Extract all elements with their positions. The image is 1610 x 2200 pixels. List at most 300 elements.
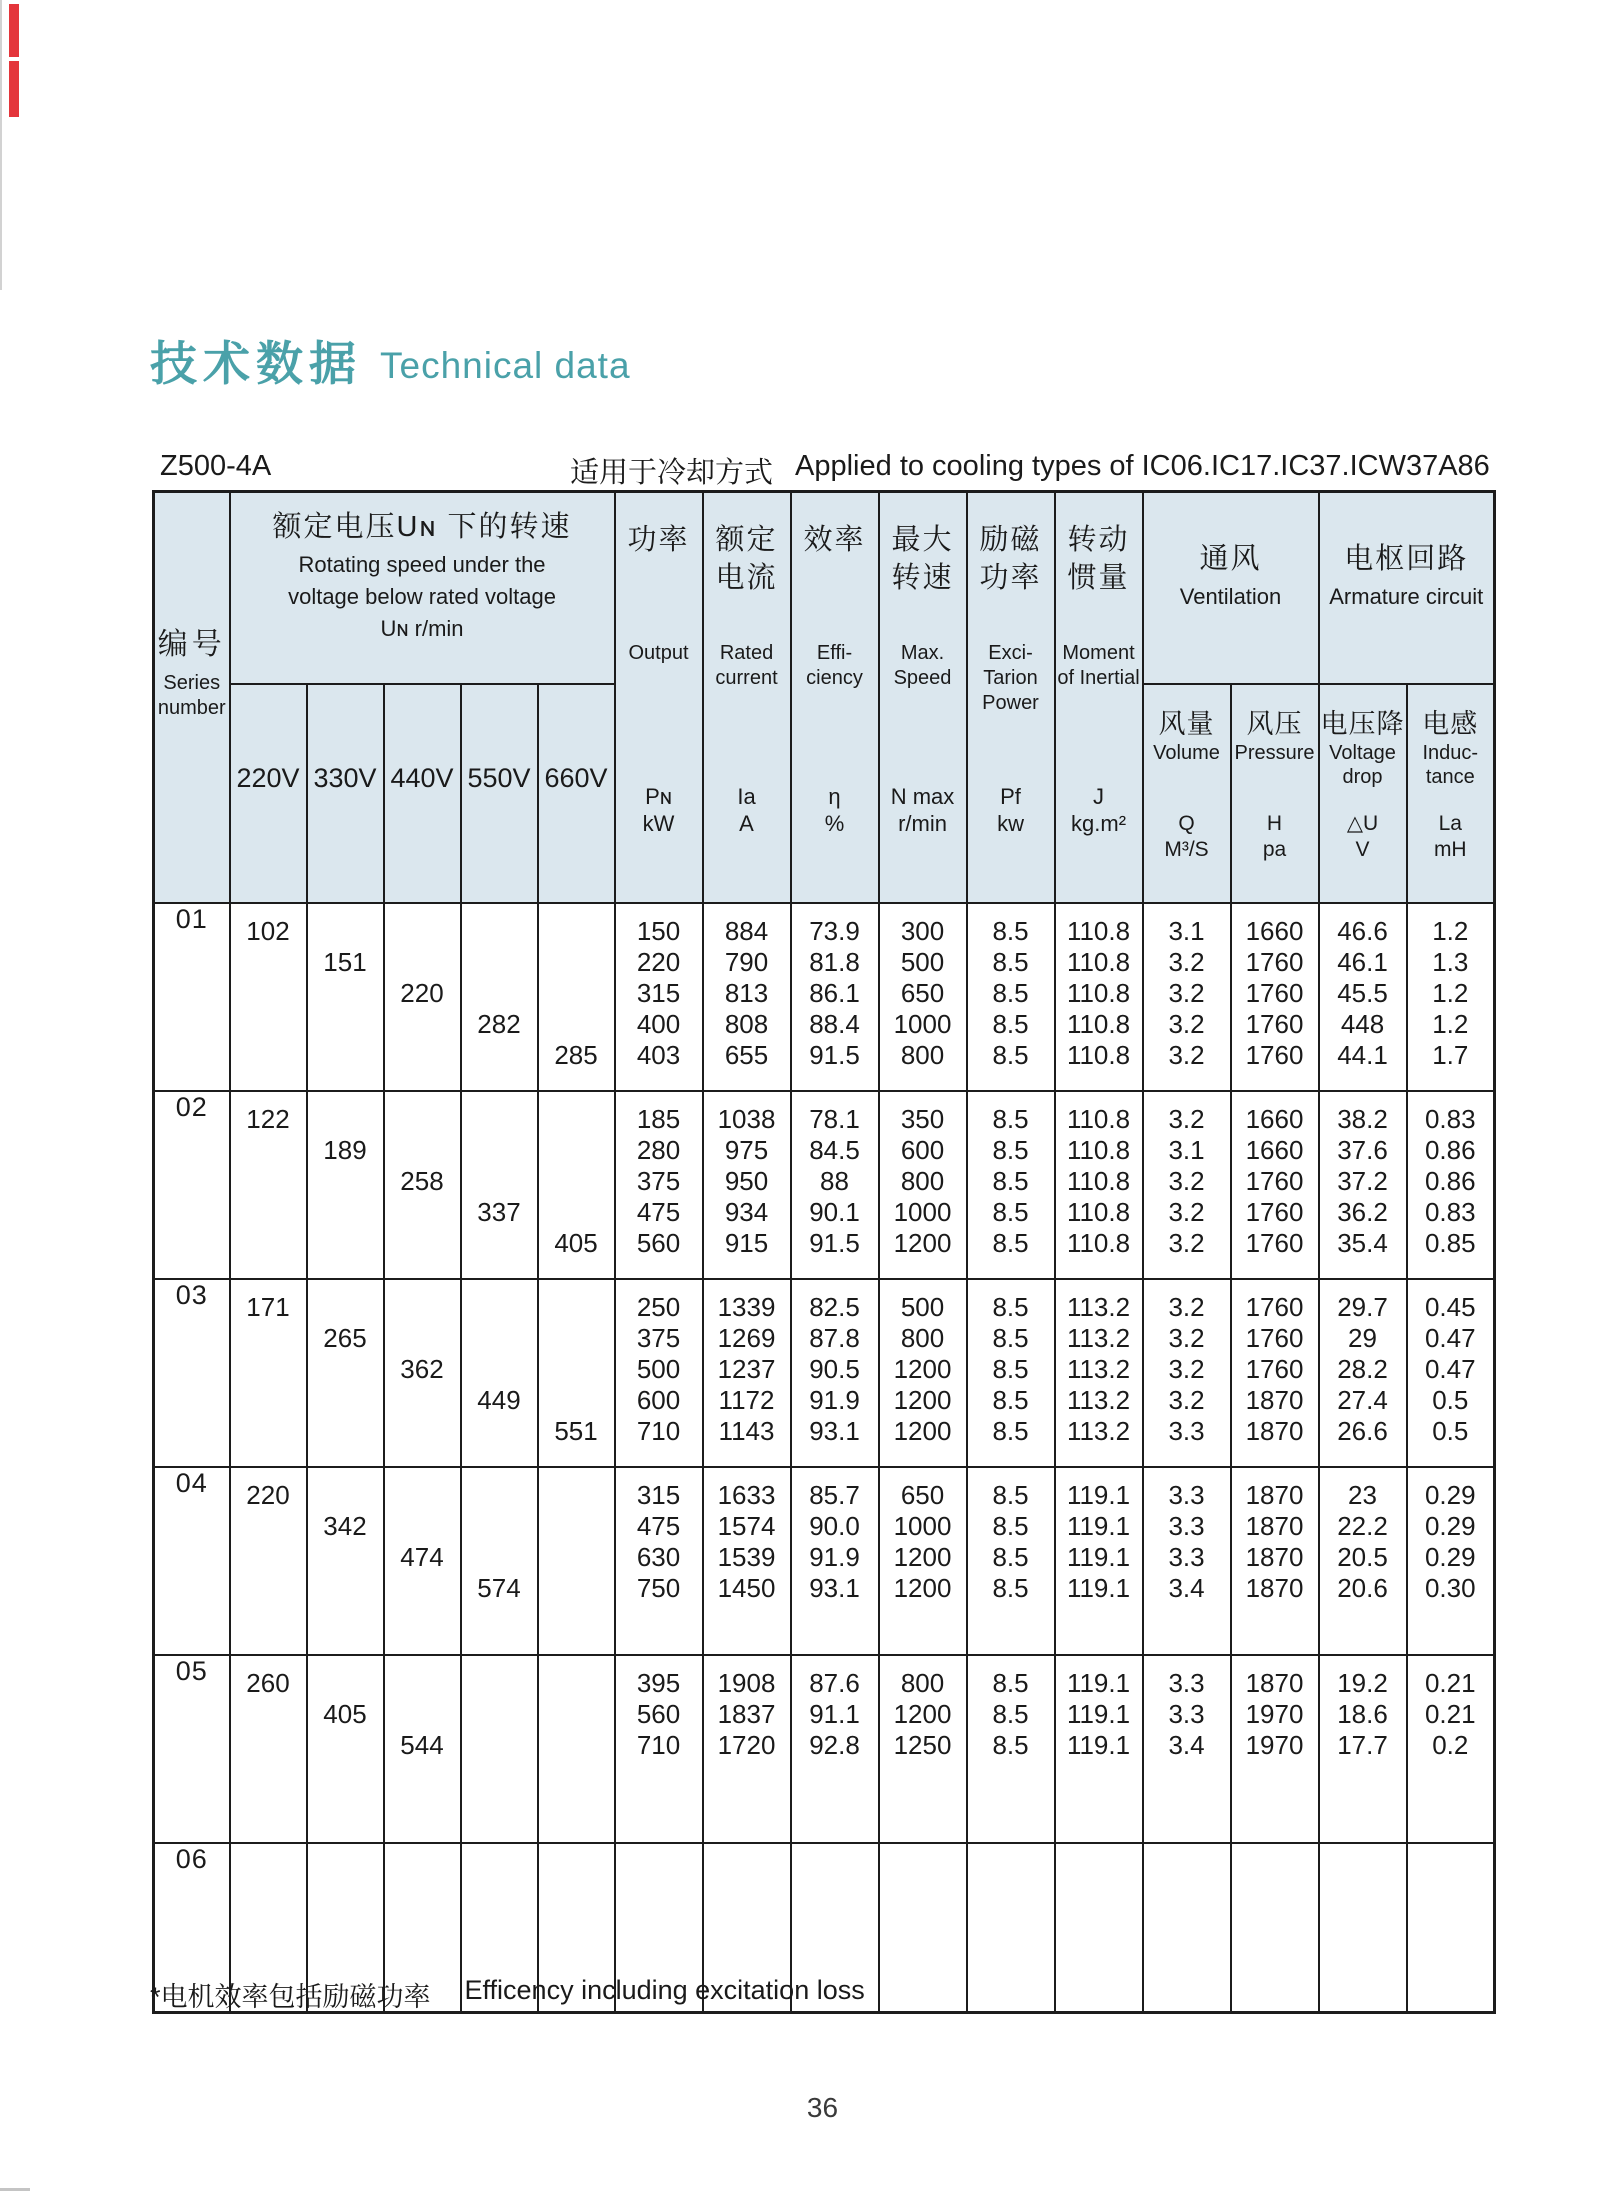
- excitation-cell: [967, 1091, 1055, 1279]
- cell-value: [385, 1604, 460, 1635]
- cell-value: 1633: [717, 1480, 776, 1510]
- pressure-cell: [1231, 1467, 1319, 1655]
- cell-value: 110.8: [1066, 1009, 1131, 1039]
- page-edge-line: [0, 0, 2, 290]
- inertia-cell: [1055, 1467, 1143, 1655]
- cell-value: [385, 1480, 460, 1511]
- cell-value: [1056, 1887, 1142, 1918]
- cell-value: 1.3: [1432, 947, 1469, 977]
- cell-value: 475: [636, 1511, 681, 1541]
- cell-value: [231, 1918, 306, 1949]
- max-speed-cell: [879, 1091, 967, 1279]
- cell-value: [792, 1856, 878, 1887]
- cell-value: 403: [636, 1040, 681, 1070]
- cell-value: 87.6: [809, 1668, 860, 1698]
- cell-value: [539, 978, 614, 1009]
- cell-value: 3.2: [1168, 1040, 1205, 1070]
- cell-value: [231, 1511, 306, 1542]
- current-cell: [703, 1091, 791, 1279]
- cooling-types-zh: 适用于冷却方式: [570, 457, 774, 489]
- inertia-header-zh: 转动惯量: [1067, 524, 1130, 594]
- cell-value: [968, 1604, 1054, 1635]
- cell-value: 448: [1340, 1009, 1385, 1039]
- series-number-cell: [154, 1091, 230, 1279]
- cell-value: [462, 1699, 537, 1730]
- table-row: [154, 903, 1495, 1091]
- cell-value: 93.1: [809, 1573, 860, 1603]
- cell-value: 395: [636, 1668, 681, 1698]
- cell-value: 544: [400, 1730, 444, 1760]
- cell-value: [231, 1856, 306, 1887]
- output-cell: [615, 903, 703, 1091]
- speed-cell-550V: [461, 1655, 538, 1843]
- cell-value: [308, 1856, 383, 1887]
- cell-value: [385, 1228, 460, 1259]
- cell-value: 1760: [1245, 1009, 1304, 1039]
- cell-value: [231, 1761, 306, 1792]
- cell-value: [231, 1009, 306, 1040]
- cell-value: 3.2: [1168, 1104, 1205, 1134]
- cell-value: [462, 1104, 537, 1135]
- speed-cell-440V: [384, 1279, 461, 1467]
- inductance-column-header: [1407, 684, 1495, 903]
- cell-value: 1970: [1245, 1730, 1304, 1760]
- series-header-zh: 编号: [157, 628, 226, 661]
- cell-value: [231, 1323, 306, 1354]
- cell-value: [704, 1918, 790, 1949]
- cell-value: [462, 1761, 537, 1792]
- cell-value: [880, 1887, 966, 1918]
- cell-value: 102: [246, 916, 290, 946]
- max-speed-column-header: [879, 492, 967, 904]
- cell-value: 1200: [893, 1573, 952, 1603]
- cell-value: 1870: [1245, 1385, 1304, 1415]
- cell-value: [231, 1792, 306, 1823]
- cell-value: [462, 1354, 537, 1385]
- cell-value: [308, 1668, 383, 1699]
- cell-value: [462, 1416, 537, 1447]
- cell-value: 1870: [1245, 1573, 1304, 1603]
- cell-value: 1870: [1245, 1668, 1304, 1698]
- cell-value: 650: [900, 1480, 945, 1510]
- output-cell: [615, 1655, 703, 1843]
- inertia-cell: [1055, 1091, 1143, 1279]
- max-speed-header-zh: 最大转速: [891, 524, 954, 594]
- cell-value: [462, 1887, 537, 1918]
- cell-value: 1660: [1245, 916, 1304, 946]
- cell-value: 78.1: [809, 1104, 860, 1134]
- speed-cell-660V: [538, 903, 615, 1091]
- cell-value: 150: [636, 916, 681, 946]
- efficiency-cell: [791, 1091, 879, 1279]
- cell-value: [308, 1104, 383, 1135]
- cell-value: [1408, 1604, 1494, 1635]
- series-column-header: [154, 492, 230, 904]
- cell-value: [1232, 1792, 1318, 1823]
- inductance-cell: [1407, 1467, 1495, 1655]
- inductance-header-en: Induc-tance: [1422, 741, 1479, 788]
- cell-value: 300: [900, 916, 945, 946]
- cell-value: 220: [636, 947, 681, 977]
- rated-current-column-header: [703, 492, 791, 904]
- cell-value: [792, 1887, 878, 1918]
- cell-value: 1539: [717, 1542, 776, 1572]
- cell-value: 1.2: [1432, 916, 1469, 946]
- cell-value: 1760: [1245, 978, 1304, 1008]
- cell-value: 1760: [1245, 1040, 1304, 1070]
- max-speed-cell: [879, 1467, 967, 1655]
- cell-value: 258: [400, 1166, 444, 1196]
- ventilation-group-en: Ventilation: [1179, 584, 1282, 609]
- cell-value: [1056, 1856, 1142, 1887]
- cell-value: 934: [724, 1197, 769, 1227]
- cell-value: 1000: [893, 1009, 952, 1039]
- pressure-header-symbol: H pa: [1262, 811, 1287, 861]
- cell-value: 405: [323, 1699, 367, 1729]
- cell-value: [231, 1542, 306, 1573]
- cell-value: 90.5: [809, 1354, 860, 1384]
- inertia-cell: [1055, 903, 1143, 1091]
- cell-value: [385, 1009, 460, 1040]
- cell-value: [539, 947, 614, 978]
- cell-value: [385, 1292, 460, 1323]
- cell-value: 19.2: [1337, 1668, 1388, 1698]
- cell-value: 630: [636, 1542, 681, 1572]
- cell-value: [462, 978, 537, 1009]
- max-speed-header-en: Max. Speed: [893, 642, 952, 689]
- cell-value: [385, 1761, 460, 1792]
- cell-value: [308, 916, 383, 947]
- voltage-drop-cell: [1319, 903, 1407, 1091]
- cell-value: 110.8: [1066, 1104, 1131, 1134]
- cell-value: 750: [636, 1573, 681, 1603]
- cell-value: 8.5: [992, 1166, 1029, 1196]
- cell-value: [968, 1949, 1054, 1980]
- cell-value: [462, 1323, 537, 1354]
- series-number: 02: [175, 1092, 208, 1122]
- page-edge-red-mark: [9, 61, 19, 117]
- cooling-types-en: Applied to cooling types of IC06.IC17.IC37.ICW37A86: [795, 450, 1490, 482]
- cell-value: [880, 1980, 966, 2011]
- cell-value: 1200: [893, 1385, 952, 1415]
- spec-table-body: [154, 903, 1495, 2013]
- cell-value: 1200: [893, 1542, 952, 1572]
- cell-value: 337: [477, 1197, 521, 1227]
- cell-value: [1320, 1604, 1406, 1635]
- cell-value: 0.85: [1424, 1228, 1476, 1258]
- series-number-cell: [154, 1467, 230, 1655]
- cell-value: 8.5: [992, 1730, 1029, 1760]
- cell-value: 110.8: [1066, 1166, 1131, 1196]
- cell-value: 1.2: [1432, 1009, 1469, 1039]
- cell-value: [1408, 1918, 1494, 1949]
- cell-value: 3.3: [1168, 1699, 1205, 1729]
- cell-value: [1408, 1980, 1494, 2011]
- cell-value: 1760: [1245, 1354, 1304, 1384]
- voltage-550v-header: 550V: [461, 684, 538, 903]
- voltage-drop-cell: [1319, 1279, 1407, 1467]
- cell-value: 0.47: [1424, 1323, 1476, 1353]
- series-number: 01: [175, 904, 208, 934]
- cell-value: 600: [900, 1135, 945, 1165]
- cell-value: [308, 1354, 383, 1385]
- current-cell: [703, 903, 791, 1091]
- voltage-330v-header: 330V: [307, 684, 384, 903]
- cell-value: [385, 1197, 460, 1228]
- voltage-drop-column-header: [1319, 684, 1407, 903]
- cell-value: [385, 1668, 460, 1699]
- cell-value: 1870: [1245, 1480, 1304, 1510]
- cell-value: 3.2: [1168, 1354, 1205, 1384]
- spec-table: [152, 490, 1496, 2014]
- cell-value: [968, 1792, 1054, 1823]
- inertia-cell: [1055, 1843, 1143, 2013]
- cell-value: 0.30: [1424, 1573, 1476, 1603]
- cell-value: [462, 1918, 537, 1949]
- cell-value: 8.5: [992, 1009, 1029, 1039]
- series-number-cell: [154, 1655, 230, 1843]
- cell-value: [462, 1856, 537, 1887]
- cell-value: 975: [724, 1135, 769, 1165]
- cell-value: 1970: [1245, 1699, 1304, 1729]
- cell-value: 475: [636, 1197, 681, 1227]
- cell-value: 110.8: [1066, 947, 1131, 977]
- cell-value: [308, 1761, 383, 1792]
- cell-value: 1760: [1245, 947, 1304, 977]
- cell-value: 8.5: [992, 1573, 1029, 1603]
- cell-value: [462, 1792, 537, 1823]
- cell-value: 38.2: [1337, 1104, 1388, 1134]
- cell-value: 22.2: [1337, 1511, 1388, 1541]
- cell-value: 3.4: [1168, 1573, 1205, 1603]
- cell-value: 315: [636, 1480, 681, 1510]
- cell-value: [539, 1699, 614, 1730]
- inductance-cell: [1407, 1091, 1495, 1279]
- series-number: 03: [175, 1280, 208, 1310]
- cell-value: 119.1: [1066, 1699, 1131, 1729]
- cell-value: 3.2: [1168, 1228, 1205, 1258]
- inertia-header-symbol: J kg.m²: [1071, 784, 1127, 836]
- page-title-zh: 技术数据: [150, 337, 362, 390]
- cell-value: 119.1: [1066, 1730, 1131, 1760]
- footnote: [150, 1975, 865, 2014]
- cell-value: 285: [554, 1040, 598, 1070]
- cell-value: [1056, 1792, 1142, 1823]
- cell-value: [1144, 1604, 1230, 1635]
- cell-value: 260: [246, 1668, 290, 1698]
- cell-value: 44.1: [1337, 1040, 1388, 1070]
- cell-value: 551: [554, 1416, 598, 1446]
- inertia-cell: [1055, 1655, 1143, 1843]
- cell-value: 119.1: [1066, 1573, 1131, 1603]
- speed-cell-440V: [384, 903, 461, 1091]
- cell-value: 28.2: [1337, 1354, 1388, 1384]
- excitation-cell: [967, 1843, 1055, 2013]
- cell-value: [385, 916, 460, 947]
- voltage-440v-header: 440V: [384, 684, 461, 903]
- cell-value: [539, 1511, 614, 1542]
- cell-value: 113.2: [1066, 1354, 1131, 1384]
- cell-value: 88: [820, 1166, 849, 1196]
- volume-cell: [1143, 903, 1231, 1091]
- cell-value: 8.5: [992, 1323, 1029, 1353]
- cell-value: 800: [900, 1166, 945, 1196]
- footnote-en: Efficency including excitation loss: [464, 1975, 865, 2005]
- cell-value: [616, 1918, 702, 1949]
- cell-value: 1269: [717, 1323, 776, 1353]
- cell-value: 35.4: [1337, 1228, 1388, 1258]
- cell-value: 3.2: [1168, 1323, 1205, 1353]
- cell-value: 1.2: [1432, 978, 1469, 1008]
- cell-value: 1250: [893, 1730, 952, 1760]
- max-speed-cell: [879, 1843, 967, 2013]
- series-number-cell: [154, 1279, 230, 1467]
- cell-value: [308, 1730, 383, 1761]
- cell-value: 45.5: [1337, 978, 1388, 1008]
- speed-cell-330V: [307, 903, 384, 1091]
- cell-value: [231, 978, 306, 1009]
- cell-value: 474: [400, 1542, 444, 1572]
- cell-value: 3.2: [1168, 1009, 1205, 1039]
- voltage-drop-cell: [1319, 1091, 1407, 1279]
- speed-cell-440V: [384, 1091, 461, 1279]
- cell-value: 1870: [1245, 1416, 1304, 1446]
- cell-value: [1320, 1980, 1406, 2011]
- cell-value: 574: [477, 1573, 521, 1603]
- voltage-drop-cell: [1319, 1843, 1407, 2013]
- cell-value: 110.8: [1066, 1197, 1131, 1227]
- inductance-cell: [1407, 903, 1495, 1091]
- speed-cell-220V: [230, 1279, 307, 1467]
- cell-value: 27.4: [1337, 1385, 1388, 1415]
- speed-cell-660V: [538, 1467, 615, 1655]
- cell-value: 1172: [718, 1385, 775, 1415]
- efficiency-header-en: Effi-ciency: [806, 642, 863, 689]
- cell-value: [231, 1385, 306, 1416]
- cell-value: 1760: [1245, 1166, 1304, 1196]
- cell-value: [704, 1761, 790, 1792]
- volume-cell: [1143, 1091, 1231, 1279]
- speed-cell-220V: [230, 1655, 307, 1843]
- table-row: [154, 1091, 1495, 1279]
- speed-group-zh: 额定电压Uɴ 下的转速: [272, 511, 572, 543]
- cell-value: [792, 1918, 878, 1949]
- ventilation-group-header: [1143, 492, 1319, 684]
- current-header-symbol: Ia A: [737, 784, 756, 836]
- current-cell: [703, 1467, 791, 1655]
- cell-value: [308, 1918, 383, 1949]
- series-number-cell: [154, 903, 230, 1091]
- cell-value: [1408, 1887, 1494, 1918]
- cell-value: [616, 1761, 702, 1792]
- cell-value: 1339: [717, 1292, 776, 1322]
- inertia-header-en: Moment of Inertial: [1057, 642, 1140, 689]
- cell-value: 315: [636, 978, 681, 1008]
- cell-value: 710: [636, 1730, 681, 1760]
- cell-value: 3.1: [1168, 1135, 1205, 1165]
- cell-value: 29: [1348, 1323, 1377, 1353]
- cell-value: 91.5: [809, 1040, 860, 1070]
- cell-value: [231, 1354, 306, 1385]
- cell-value: 800: [900, 1668, 945, 1698]
- cell-value: 342: [323, 1511, 367, 1541]
- cell-value: 119.1: [1066, 1480, 1131, 1510]
- cell-value: 3.3: [1168, 1511, 1205, 1541]
- cell-value: 0.83: [1424, 1197, 1476, 1227]
- cell-value: [539, 1480, 614, 1511]
- cell-value: [704, 1604, 790, 1635]
- efficiency-cell: [791, 1655, 879, 1843]
- cell-value: [880, 1856, 966, 1887]
- excitation-cell: [967, 1279, 1055, 1467]
- cell-value: [308, 1228, 383, 1259]
- cell-value: [462, 1228, 537, 1259]
- cell-value: [539, 1668, 614, 1699]
- pressure-column-header: [1231, 684, 1319, 903]
- cell-value: [308, 1792, 383, 1823]
- cell-value: 8.5: [992, 1385, 1029, 1415]
- cell-value: [1232, 1604, 1318, 1635]
- cell-value: 1.7: [1432, 1040, 1469, 1070]
- cell-value: [385, 1856, 460, 1887]
- voltage-drop-cell: [1319, 1655, 1407, 1843]
- cell-value: [385, 1040, 460, 1071]
- cell-value: 1038: [717, 1104, 776, 1134]
- cell-value: [1408, 1761, 1494, 1792]
- cell-value: [1320, 1761, 1406, 1792]
- cell-value: [231, 1730, 306, 1761]
- cell-value: [308, 1573, 383, 1604]
- cell-value: 119.1: [1066, 1511, 1131, 1541]
- cell-value: 1870: [1245, 1542, 1304, 1572]
- cell-value: [539, 1135, 614, 1166]
- cell-value: 500: [900, 947, 945, 977]
- cell-value: 1760: [1245, 1323, 1304, 1353]
- cell-value: 86.1: [809, 978, 860, 1008]
- cell-value: [385, 1918, 460, 1949]
- cell-value: 3.2: [1168, 1166, 1205, 1196]
- cell-value: [385, 1135, 460, 1166]
- cell-value: 405: [554, 1228, 598, 1258]
- series-number: 05: [175, 1656, 208, 1686]
- page-title-en: Technical data: [380, 345, 631, 386]
- inductance-header-zh: 电感: [1422, 708, 1479, 739]
- table-row: [154, 1655, 1495, 1843]
- cell-value: [1320, 1887, 1406, 1918]
- cell-value: [968, 1918, 1054, 1949]
- pressure-cell: [1231, 903, 1319, 1091]
- cell-value: 37.6: [1337, 1135, 1388, 1165]
- cell-value: 8.5: [992, 1104, 1029, 1134]
- series-number: 04: [175, 1468, 208, 1498]
- cell-value: 362: [400, 1354, 444, 1384]
- cell-value: 113.2: [1066, 1323, 1131, 1353]
- cell-value: 808: [724, 1009, 769, 1039]
- cell-value: [539, 1761, 614, 1792]
- cell-value: [704, 1856, 790, 1887]
- cell-value: 282: [477, 1009, 521, 1039]
- cell-value: [308, 1480, 383, 1511]
- cell-value: 3.2: [1168, 1197, 1205, 1227]
- cell-value: [462, 1542, 537, 1573]
- cell-value: 500: [636, 1354, 681, 1384]
- cell-value: 1720: [717, 1730, 776, 1760]
- cell-value: [968, 1980, 1054, 2011]
- max-speed-cell: [879, 1279, 967, 1467]
- cell-value: [462, 1730, 537, 1761]
- cell-value: 500: [900, 1292, 945, 1322]
- cell-value: 1450: [717, 1573, 776, 1603]
